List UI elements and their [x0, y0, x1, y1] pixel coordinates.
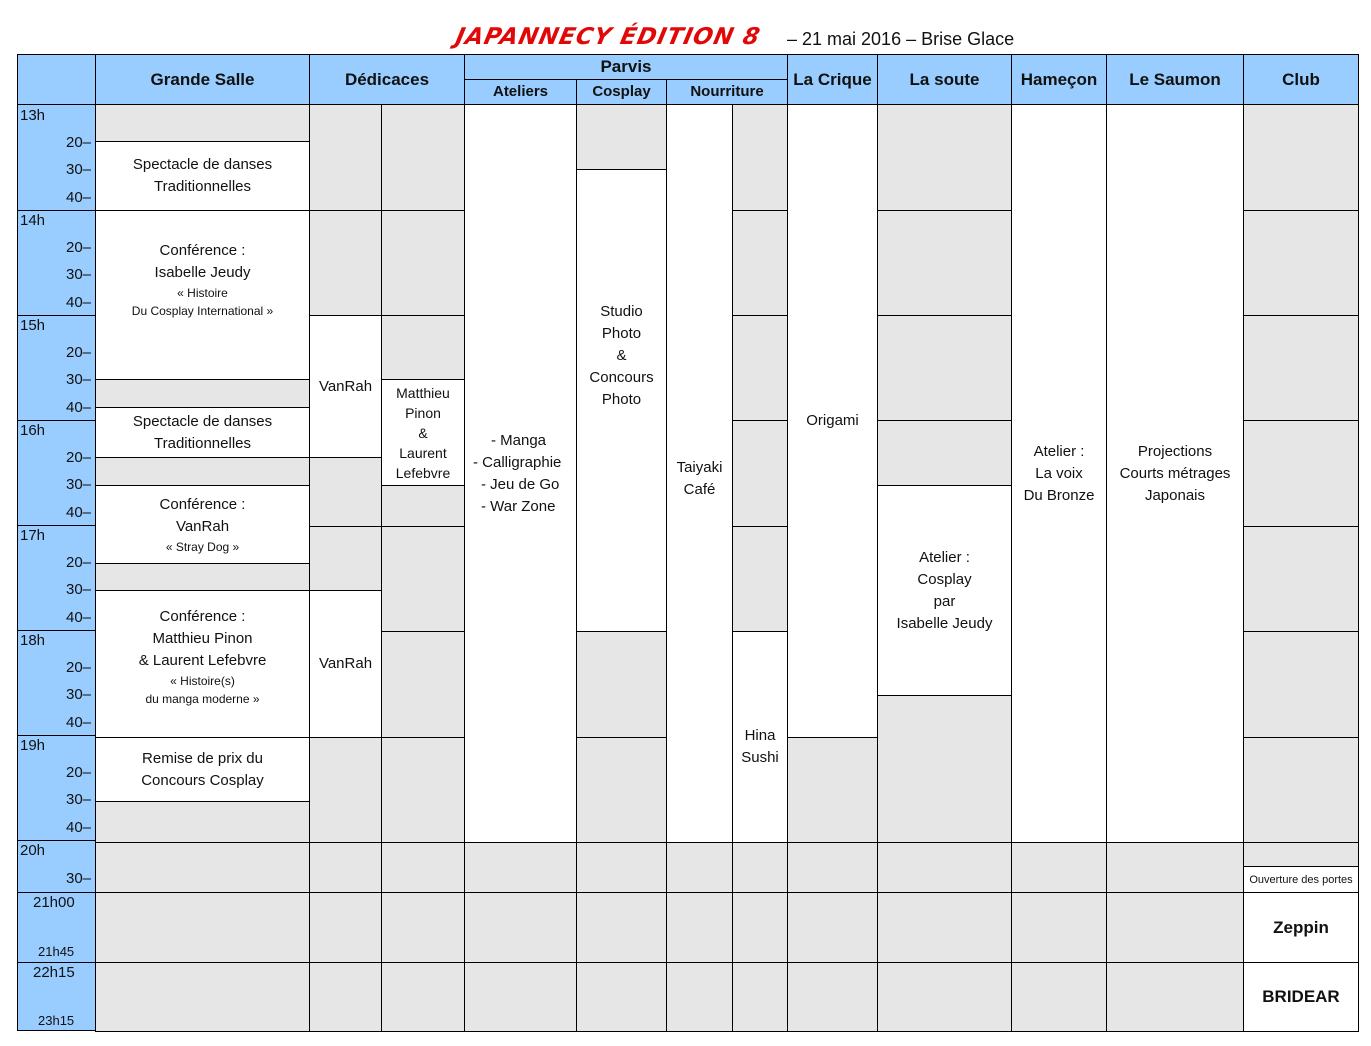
event-text: Sushi [741, 749, 779, 766]
empty-slot [95, 457, 310, 486]
empty-slot [309, 892, 382, 963]
event-text: Atelier : [1033, 442, 1085, 460]
event-grande-salle-conference-jeudy [95, 210, 310, 380]
event-club-zeppin: Zeppin [1243, 892, 1359, 963]
event-text: - War Zone [481, 497, 556, 515]
empty-slot [1243, 210, 1359, 316]
event-dedicace-pinon-lefebvre [381, 379, 465, 486]
event-text: Traditionnelles [154, 178, 251, 195]
hour-divider [18, 735, 95, 736]
time-label: 23h15 [38, 1013, 75, 1028]
time-label: 40– [66, 399, 92, 416]
event-text: Photo [601, 324, 642, 342]
empty-slot [877, 420, 1012, 486]
event-text: Lefebvre [395, 464, 451, 481]
event-dedicace-vanrah-1 [309, 315, 382, 458]
event-grande-salle-danses-1 [95, 141, 310, 211]
empty-slot [787, 892, 878, 963]
empty-slot [666, 842, 733, 893]
empty-slot [1243, 526, 1359, 632]
event-text: - Jeu de Go [481, 475, 560, 493]
time-label: 17h [20, 527, 46, 544]
empty-slot [1106, 962, 1244, 1032]
empty-slot [309, 737, 382, 843]
event-text: Café [683, 480, 716, 498]
time-label: 30– [66, 791, 92, 808]
event-ateliers [464, 104, 577, 843]
hour-divider [18, 525, 95, 526]
empty-slot [877, 315, 1012, 421]
event-text: Conférence : [159, 495, 246, 513]
event-text: VanRah [318, 377, 373, 395]
event-text: Conférence : [159, 608, 246, 625]
event-text: Projections [1137, 442, 1213, 460]
event-text: - Calligraphie [473, 453, 562, 471]
empty-slot [95, 892, 310, 963]
empty-slot [732, 315, 788, 421]
empty-slot [381, 315, 465, 380]
header-grande-salle: Grande Salle [95, 54, 310, 105]
hour-divider [18, 840, 95, 841]
time-label: 20– [66, 764, 92, 781]
empty-slot [576, 842, 667, 893]
empty-slot [1106, 842, 1244, 893]
time-label: 20– [66, 344, 92, 361]
event-origami [787, 104, 878, 738]
hour-divider [18, 315, 95, 316]
time-label: 40– [66, 504, 92, 521]
empty-slot [1011, 842, 1107, 893]
empty-slot [309, 104, 382, 211]
time-label: 30– [66, 476, 92, 493]
header-corner [17, 54, 96, 105]
empty-slot [576, 737, 667, 843]
hour-divider [18, 962, 95, 963]
event-text: Cosplay [917, 570, 972, 588]
empty-slot [877, 892, 1012, 963]
event-text: VanRah [175, 517, 230, 535]
event-text: Spectacle de danses [132, 156, 273, 173]
empty-slot [309, 526, 382, 591]
event-text: Conférence : [159, 242, 246, 259]
event-club-bridear: BRIDEAR [1243, 962, 1359, 1032]
empty-slot [877, 210, 1012, 316]
event-text: Matthieu Pinon [152, 630, 253, 647]
event-text: Concours [589, 368, 654, 386]
event-text: Du Bronze [1023, 486, 1095, 504]
event-text: par [933, 592, 956, 610]
time-label: 40– [66, 609, 92, 626]
empty-slot [95, 563, 310, 591]
time-label: 30– [66, 686, 92, 703]
event-text: Laurent [399, 444, 447, 461]
header-parvis: Parvis [464, 54, 788, 80]
event-grande-salle-conference-pinon [95, 590, 310, 738]
empty-slot [1243, 420, 1359, 527]
empty-slot [381, 842, 465, 893]
empty-slot [1243, 315, 1359, 421]
hour-divider [18, 210, 95, 211]
empty-slot [1243, 737, 1359, 843]
event-grande-salle-danses-2 [95, 407, 310, 458]
empty-slot [732, 842, 788, 893]
time-label: 21h45 [38, 944, 75, 959]
time-label: 18h [20, 632, 46, 649]
empty-slot [95, 801, 310, 843]
time-label: 20– [66, 554, 92, 571]
empty-slot [666, 892, 733, 963]
time-label: 15h [20, 317, 46, 334]
empty-slot [381, 892, 465, 963]
event-text: Traditionnelles [154, 434, 251, 452]
event-projections [1106, 104, 1244, 843]
empty-slot [732, 210, 788, 316]
event-text: Courts métrages [1119, 464, 1231, 482]
event-atelier-voix-bronze [1011, 104, 1107, 843]
event-subtitle: du manga moderne » [145, 692, 260, 706]
event-hina-sushi [732, 631, 788, 843]
event-logo: JAPANNECY ÉDITION 8 [453, 24, 763, 50]
event-text: Photo [601, 390, 642, 408]
empty-slot [576, 104, 667, 170]
empty-slot [464, 842, 577, 893]
time-label: 30– [66, 266, 92, 283]
empty-slot [576, 631, 667, 738]
time-label: 30– [66, 870, 92, 887]
time-label: 16h [20, 422, 46, 439]
event-text: VanRah [318, 655, 373, 672]
event-grande-salle-remise-prix [95, 737, 310, 802]
empty-slot [732, 526, 788, 632]
empty-slot [1106, 892, 1244, 963]
empty-slot [732, 420, 788, 527]
time-label: 40– [66, 819, 92, 836]
empty-slot [732, 104, 788, 211]
empty-slot [787, 737, 878, 843]
empty-slot [95, 842, 310, 893]
event-text: & [418, 424, 428, 441]
empty-slot [732, 892, 788, 963]
header-la-soute: La soute [877, 54, 1012, 105]
empty-slot [1011, 962, 1107, 1032]
event-text: & Laurent Lefebvre [138, 652, 267, 669]
event-subtitle: « Histoire [177, 286, 228, 300]
event-text: Japonais [1144, 486, 1206, 504]
empty-slot [309, 210, 382, 316]
empty-slot [464, 962, 577, 1032]
empty-slot [1011, 892, 1107, 963]
time-label: 30– [66, 581, 92, 598]
empty-slot [381, 526, 465, 632]
empty-slot [576, 892, 667, 963]
time-label: 30– [66, 161, 92, 178]
event-text: - Manga [491, 431, 547, 449]
time-label: 19h [20, 737, 46, 754]
event-text: Origami [806, 412, 859, 429]
header-club: Club [1243, 54, 1359, 105]
empty-slot [464, 892, 577, 963]
time-column [17, 104, 96, 1031]
time-label: 20– [66, 449, 92, 466]
empty-slot [95, 379, 310, 408]
time-label: 40– [66, 294, 92, 311]
empty-slot [381, 631, 465, 738]
empty-slot [381, 210, 465, 316]
event-text: Studio [600, 302, 643, 320]
event-text: Isabelle Jeudy [154, 264, 251, 281]
empty-slot [877, 695, 1012, 843]
time-label: 20– [66, 134, 92, 151]
header-nourriture: Nourriture [666, 79, 788, 105]
time-label: 14h [20, 212, 46, 229]
empty-slot [732, 962, 788, 1032]
event-club-doors: Ouverture des portes [1243, 866, 1359, 893]
empty-slot [309, 457, 382, 527]
event-text: Taiyaki [676, 458, 723, 476]
event-date-venue: – 21 mai 2016 – Brise Glace [787, 29, 1015, 49]
empty-slot [1243, 104, 1359, 211]
empty-slot [381, 485, 465, 527]
header-hamecon: Hameçon [1011, 54, 1107, 105]
empty-slot [1243, 631, 1359, 738]
header-la-crique: La Crique [787, 54, 878, 105]
time-label: 20– [66, 239, 92, 256]
hour-divider [18, 892, 95, 893]
empty-slot [877, 104, 1012, 211]
empty-slot [666, 962, 733, 1032]
header-ateliers: Ateliers [464, 79, 577, 105]
header-cosplay: Cosplay [576, 79, 667, 105]
empty-slot [95, 104, 310, 142]
event-text: Spectacle de danses [132, 412, 273, 430]
header-dedicaces: Dédicaces [309, 54, 465, 105]
time-label: 20h [20, 842, 46, 859]
event-grande-salle-conference-vanrah [95, 485, 310, 564]
hour-divider [18, 420, 95, 421]
time-label: 40– [66, 189, 92, 206]
event-subtitle: Du Cosplay International » [131, 304, 274, 318]
empty-slot [877, 962, 1012, 1032]
time-label: 40– [66, 714, 92, 731]
time-label: 22h15 [33, 964, 75, 981]
event-studio-photo [576, 169, 667, 632]
time-label: 21h00 [33, 894, 75, 911]
event-text: Hina [744, 727, 776, 744]
event-text: Atelier : [919, 548, 970, 566]
empty-slot [877, 842, 1012, 893]
time-label: 20– [66, 659, 92, 676]
empty-slot [381, 104, 465, 211]
event-subtitle: « Stray Dog » [165, 539, 240, 554]
empty-slot [1243, 842, 1359, 867]
empty-slot [309, 842, 382, 893]
event-text: Isabelle Jeudy [896, 614, 993, 632]
event-atelier-cosplay [877, 485, 1012, 696]
event-text: Concours Cosplay [141, 771, 264, 789]
event-text: Matthieu [396, 384, 450, 401]
event-dedicace-vanrah-2 [309, 590, 382, 738]
event-subtitle: « Histoire(s) [170, 674, 235, 688]
empty-slot [381, 962, 465, 1032]
empty-slot [787, 962, 878, 1032]
event-text: & [616, 346, 627, 364]
empty-slot [576, 962, 667, 1032]
empty-slot [381, 737, 465, 843]
event-text: Pinon [405, 404, 441, 421]
empty-slot [309, 962, 382, 1032]
event-text: La voix [1035, 464, 1083, 482]
time-label: 30– [66, 371, 92, 388]
empty-slot [787, 842, 878, 893]
time-label: 13h [20, 107, 46, 124]
empty-slot [95, 962, 310, 1032]
hour-divider [18, 630, 95, 631]
event-taiyaki-cafe [666, 104, 733, 843]
header-le-saumon: Le Saumon [1106, 54, 1244, 105]
event-text: Remise de prix du [142, 749, 263, 767]
